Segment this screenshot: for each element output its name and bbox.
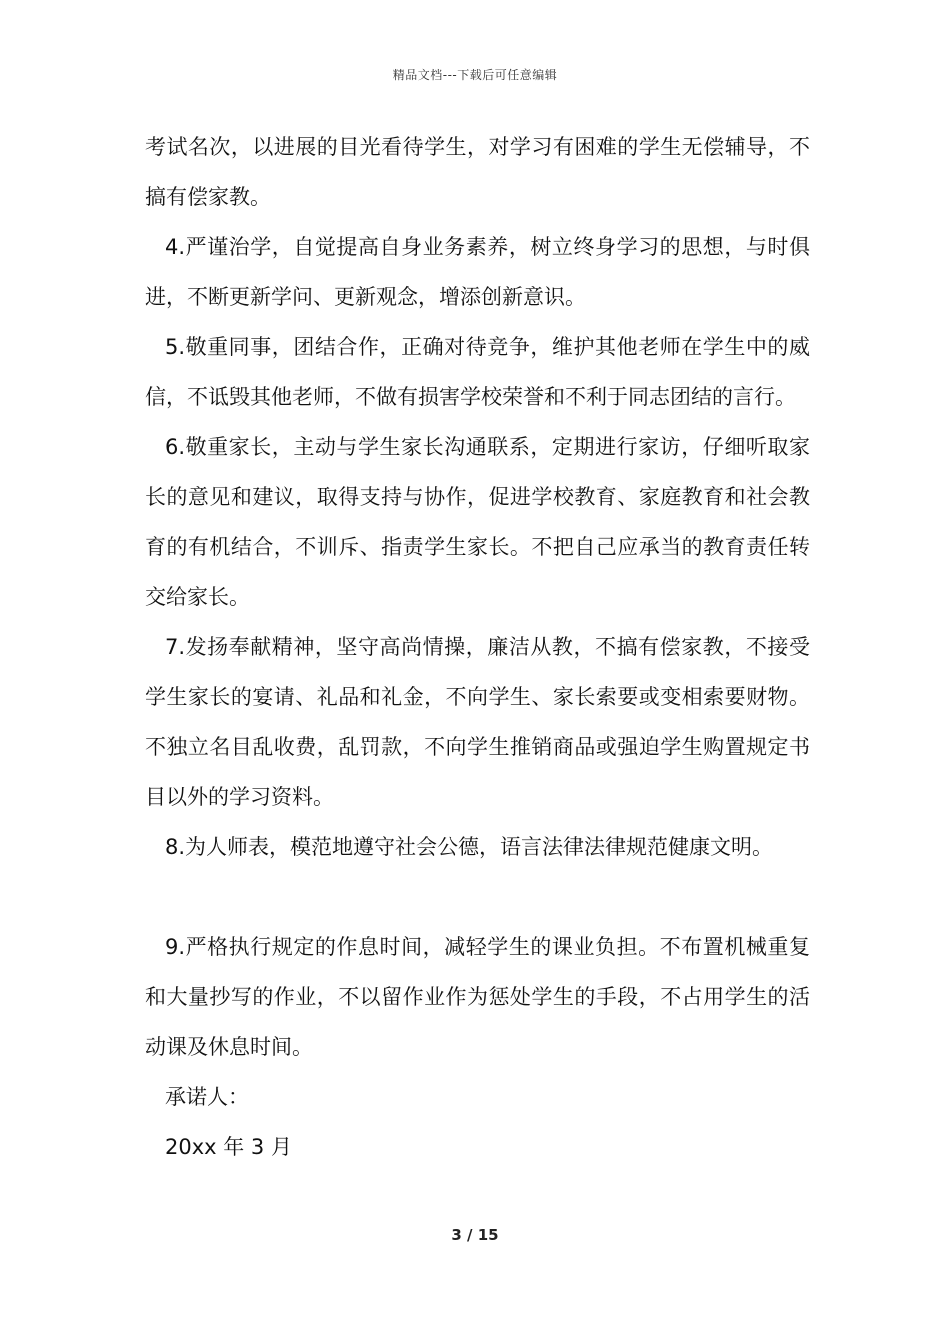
page-number: 3 / 15 [451,1226,499,1244]
paragraph-item-9: 9.严格执行规定的作息时间，减轻学生的课业负担。不布置机械重复和大量抄写的作业，不以留作业作为惩处学生的手段，不占用学生的活动课及休息时间。 [145,935,810,1059]
promiser-label: 承诺人： [165,1085,249,1109]
page-header: 精品文档---下载后可任意编辑 [392,68,558,82]
paragraph-item-7: 7.发扬奉献精神，坚守高尚情操，廉洁从教，不搞有偿家教，不接受学生家长的宴请、礼品和礼金，不向学生、家长索要或变相索要财物。不独立名目乱收费，乱罚款，不向学生推销商品或强迫学生购置规定书目以外的学习资料。 [145,635,810,809]
paragraph-item-6: 6.敬重家长，主动与学生家长沟通联系，定期进行家访，仔细听取家长的意见和建议，取得支持与协作，促进学校教育、家庭教育和社会教育的有机结合，不训斥、指责学生家长。不把自己应承当的教育责任转交给家长。 [145,435,810,609]
paragraph-item-4: 4.严谨治学，自觉提高自身业务素养，树立终身学习的思想，与时俱进，不断更新学问、更新观念，增添创新意识。 [145,235,810,309]
paragraph-item-5: 5.敬重同事，团结合作，正确对待竞争，维护其他老师在学生中的威信，不诋毁其他老师，不做有损害学校荣誉和不利于同志团结的言行。 [145,335,810,409]
paragraph-item-8: 8.为人师表，模范地遵守社会公德，语言法律法律规范健康文明。 [165,835,774,859]
blank-line [145,872,810,922]
document-body [145,122,810,1172]
paragraph-continuation: 考试名次，以进展的目光看待学生，对学习有困难的学生无偿辅导，不搞有偿家教。 [145,135,810,209]
signature-date: 20xx 年 3 月 [165,1135,292,1159]
